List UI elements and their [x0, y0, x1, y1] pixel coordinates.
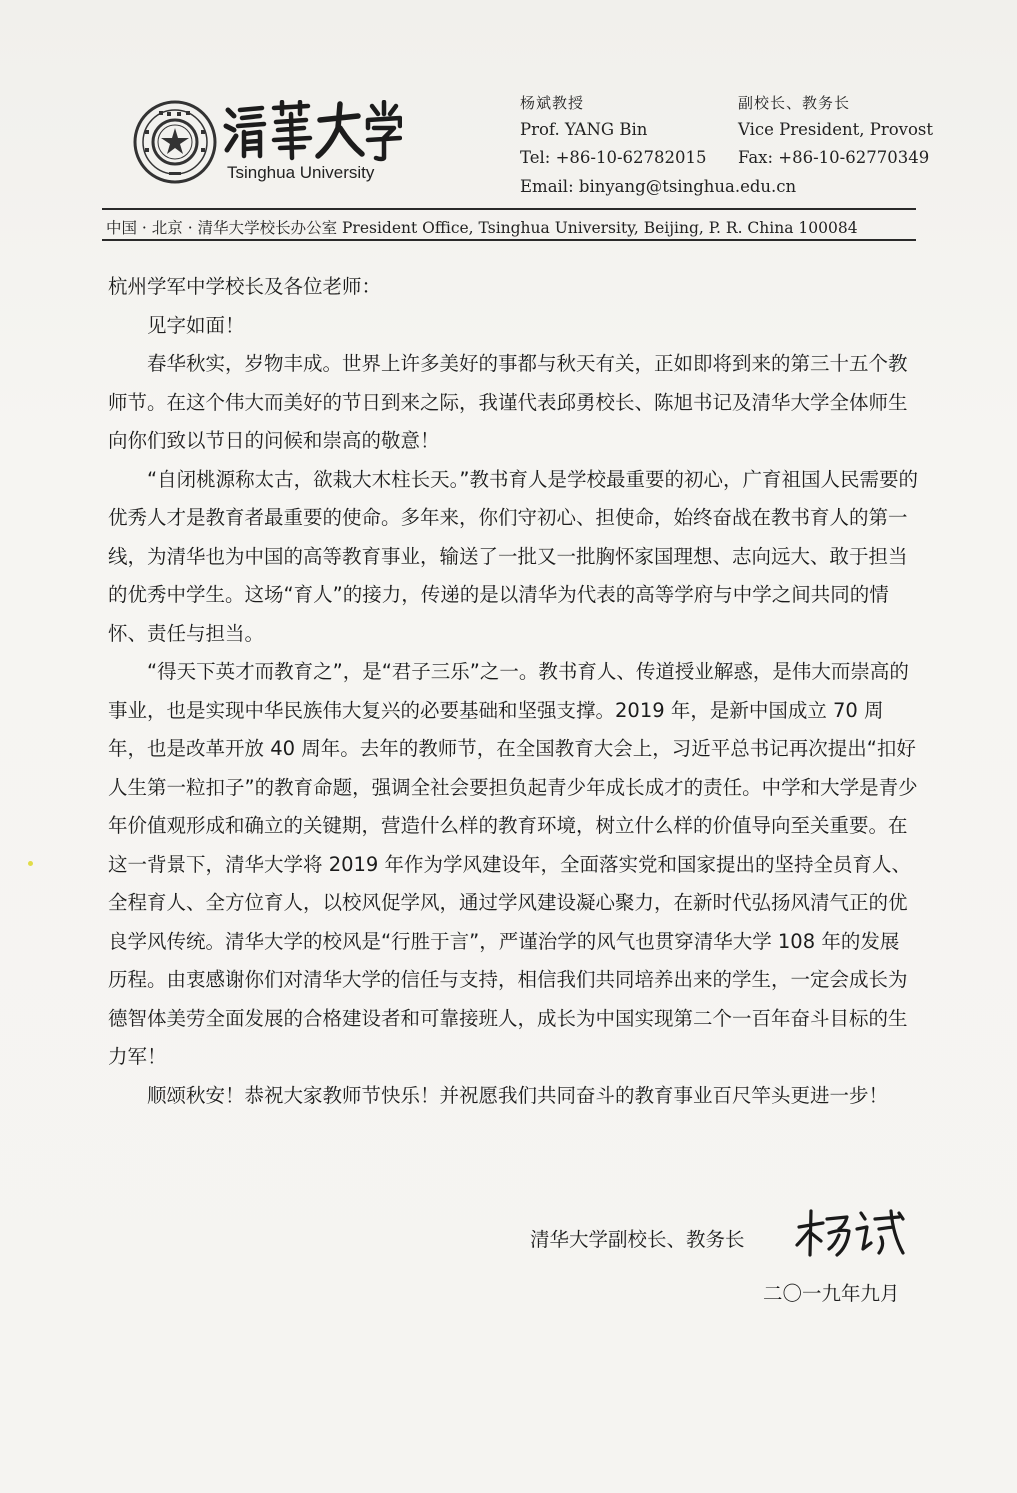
handwritten-signature: [795, 1205, 907, 1261]
paragraph-greeting: 见字如面！: [147, 313, 245, 337]
university-logo-calligraphy: [222, 100, 402, 162]
letter-date: 二〇一九年九月: [763, 1282, 900, 1305]
sender-fax: Fax: +86-10-62770349: [738, 148, 930, 167]
scan-speck: [28, 861, 33, 866]
letterhead-divider-bottom: [102, 239, 916, 241]
sender-tel: Tel: +86-10-62782015: [520, 148, 707, 167]
paragraph-closing: 顺颂秋安！恭祝大家教师节快乐！并祝愿我们共同奋斗的教育事业百尺竿头更进一步！: [147, 1083, 889, 1107]
office-address: 中国 · 北京 · 清华大学校长办公室 President Office, Tsinghua University, Beijing, P. R. China 100084: [106, 219, 858, 237]
sender-title-en: Vice President, Provost: [738, 120, 934, 139]
university-seal-icon: [133, 100, 217, 184]
sender-name-cn: 杨斌教授: [520, 94, 585, 112]
paragraph: “自闭桃源称太古，欲栽大木柱长天。”教书育人是学校最重要的初心，广育祖国人民需要的优秀人才是教育者最重要的使命。多年来，你们守初心、担使命，始终奋战在教书育人的第一线，为清华也为中国的高等教育事业，输送了一批又一批胸怀家国理想、志向远大、敢于担当的优秀中学生。这场“育人”的接力，传递的是以清华为代表的高等学府与中学之间共同的情怀、责任与担当。: [108, 467, 918, 645]
university-name-en: Tsinghua University: [227, 163, 375, 182]
letterhead-divider-top: [102, 208, 916, 210]
sender-name-en: Prof. YANG Bin: [520, 120, 648, 139]
paragraph: “得天下英才而教育之”，是“君子三乐”之一。教书育人、传道授业解惑，是伟大而崇高的事业，也是实现中华民族伟大复兴的必要基础和坚强支撑。2019 年，是新中国成立 70 周年，也是改革开放 40 周年。去年的教师节，在全国教育大会上，习近平总书记再次提出“扣好人生第一粒扣子”的教育命题，强调全社会要担负起青少年成长成才的责任。中学和大学是青少年价值观形成和确立的关键期，营造什么样的教育环境，树立什么样的价值导向至关重要。在这一背景下，清华大学将 2019 年作为学风建设年，全面落实党和国家提出的坚持全员育人、全程育人、全方位育人，以校风促学风，通过学风建设凝心聚力，在新时代弘扬风清气正的优良学风传统。清华大学的校风是“行胜于言”，严谨治学的风气也贯穿清华大学 108 年的发展历程。由衷感谢你们对清华大学的信任与支持，相信我们共同培养出来的学生，一定会成长为德智体美劳全面发展的合格建设者和可靠接班人，成长为中国实现第二个一百年奋斗目标的生力军！: [108, 660, 918, 1068]
sender-email: Email: binyang@tsinghua.edu.cn: [520, 177, 797, 196]
paragraph: 春华秋实，岁物丰成。世界上许多美好的事都与秋天有关，正如即将到来的第三十五个教师节。在这个伟大而美好的节日到来之际，我谨代表邱勇校长、陈旭书记及清华大学全体师生向你们致以节日的问候和崇高的敬意！: [108, 352, 908, 452]
signoff-title: 清华大学副校长、教务长: [530, 1228, 745, 1251]
letter-body: [108, 268, 918, 1115]
sender-title-cn: 副校长、教务长: [738, 94, 851, 112]
letterhead: [0, 0, 1017, 245]
salutation: 杭州学军中学校长及各位老师：: [108, 275, 382, 298]
